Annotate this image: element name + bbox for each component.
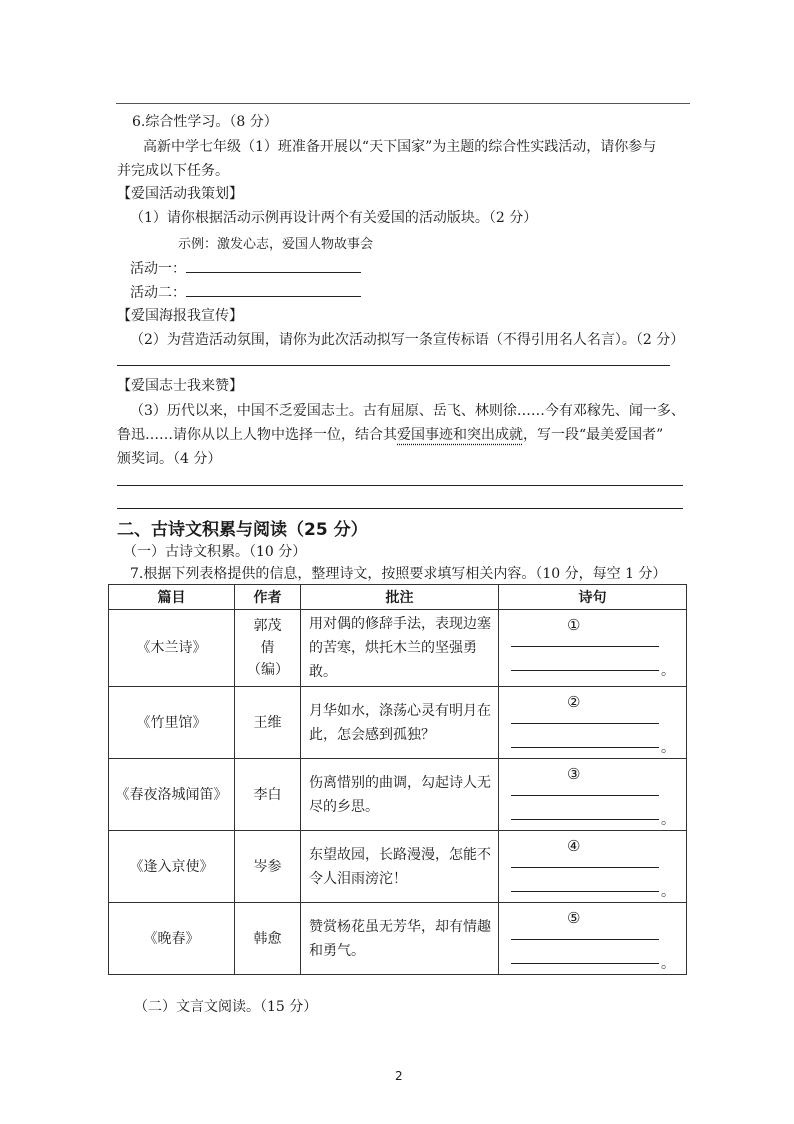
table-row <box>109 831 687 903</box>
poem-title: 《竹里馆》 <box>109 687 235 759</box>
verse-blank-1[interactable] <box>511 867 659 868</box>
activity1-label: 活动一： <box>130 261 186 277</box>
verse-cell <box>499 687 687 759</box>
part2-sub1: （一）古诗文积累。（10 分） <box>123 544 307 560</box>
table-header-row <box>109 585 687 610</box>
blank-number: ① <box>567 616 581 634</box>
task3-line3: 颁奖词。（4 分） <box>117 451 222 467</box>
part2-heading: 二、古诗文积累与阅读（25 分） <box>117 520 368 540</box>
slogan-answer-line[interactable] <box>117 365 670 366</box>
header-title: 篇目 <box>109 585 235 610</box>
section-plan-heading: 【爱国活动我策划】 <box>117 186 243 202</box>
top-rule <box>116 103 690 104</box>
header-author: 作者 <box>235 585 301 610</box>
task3-line1: （3）历代以来，中国不乏爱国志士。古有屈原、岳飞、林则徐……今有邓稼先、闻一多、 <box>130 403 685 419</box>
poem-note: 用对偶的修辞手法，表现边塞的苦寒，烘托木兰的坚强勇敢。 <box>301 610 499 687</box>
poem-title: 《晚春》 <box>109 903 235 975</box>
poem-note: 东望故园，长路漫漫，怎能不令人泪雨滂沱！ <box>301 831 499 903</box>
q6-intro-line1: 高新中学七年级（1）班准备开展以“天下国家”为主题的综合性实践活动，请你参与 <box>143 139 657 155</box>
verse-blank-1[interactable] <box>511 723 659 724</box>
activity2-label: 活动二： <box>130 285 186 301</box>
table-row <box>109 687 687 759</box>
period-mark: 。 <box>661 812 675 828</box>
header-verse: 诗句 <box>499 585 687 610</box>
verse-blank-2[interactable] <box>511 891 659 892</box>
poem-author: 韩愈 <box>235 903 301 975</box>
table-row <box>109 903 687 975</box>
q7-text: 7.根据下列表格提供的信息，整理诗文，按照要求填写相关内容。（10 分，每空 1 分） <box>130 566 667 582</box>
period-mark: 。 <box>661 956 675 972</box>
poem-title: 《春夜洛城闻笛》 <box>109 759 235 831</box>
activity-example: 示例：激发心志，爱国人物故事会 <box>178 237 374 252</box>
verse-cell <box>499 903 687 975</box>
poem-title: 《逢入京使》 <box>109 831 235 903</box>
section-poster-heading: 【爱国海报我宣传】 <box>117 308 243 324</box>
blank-number: ② <box>567 693 581 711</box>
task3-line2 <box>117 425 663 445</box>
verse-blank-2[interactable] <box>511 747 659 748</box>
task1-text: （1）请你根据活动示例再设计两个有关爱国的活动版块。（2 分） <box>130 210 538 226</box>
verse-blank-2[interactable] <box>511 963 659 964</box>
blank-number: ④ <box>567 837 581 855</box>
verse-blank-2[interactable] <box>511 670 659 671</box>
blank-number: ③ <box>567 765 581 783</box>
verse-blank-2[interactable] <box>511 819 659 820</box>
period-mark: 。 <box>661 663 675 679</box>
q6-intro-line2: 并完成以下任务。 <box>117 163 229 179</box>
task3-emphasis: 爱国事迹和突出成就 <box>397 427 523 443</box>
blank-number: ⑤ <box>567 909 581 927</box>
task3-line2-a: 鲁迅……请你从以上人物中选择一位，结合其 <box>117 427 397 443</box>
activity2-row <box>130 282 361 303</box>
poem-title: 《木兰诗》 <box>109 610 235 687</box>
part2-sub2: （二）文言文阅读。（15 分） <box>134 999 318 1015</box>
activity2-blank[interactable] <box>186 282 361 297</box>
poem-note: 月华如水，涤荡心灵有明月在此，怎会感到孤独？ <box>301 687 499 759</box>
praise-answer-line2[interactable] <box>117 508 683 509</box>
poem-note: 伤离惜别的曲调，勾起诗人无尽的乡思。 <box>301 759 499 831</box>
poem-author: 郭茂倩（编） <box>235 610 301 687</box>
poem-note: 赞赏杨花虽无芳华，却有情趣和勇气。 <box>301 903 499 975</box>
q6-title: 6.综合性学习。（8 分） <box>132 114 278 130</box>
activity1-blank[interactable] <box>186 258 361 273</box>
header-note: 批注 <box>301 585 499 610</box>
verse-cell <box>499 759 687 831</box>
poem-author: 王维 <box>235 687 301 759</box>
poem-author: 李白 <box>235 759 301 831</box>
table-row <box>109 610 687 687</box>
verse-cell <box>499 831 687 903</box>
activity1-row <box>130 258 361 279</box>
verse-blank-1[interactable] <box>511 795 659 796</box>
period-mark: 。 <box>661 740 675 756</box>
task3-line2-c: ，写一段“最美爱国者” <box>523 427 664 443</box>
section-praise-heading: 【爱国志士我来赞】 <box>117 378 243 394</box>
page-number: 2 <box>395 1069 403 1083</box>
praise-answer-line1[interactable] <box>117 485 683 486</box>
period-mark: 。 <box>661 884 675 900</box>
poem-author: 岑参 <box>235 831 301 903</box>
verse-blank-1[interactable] <box>511 939 659 940</box>
verse-blank-1[interactable] <box>511 646 659 647</box>
task2-text: （2）为营造活动氛围，请你为此次活动拟写一条宣传标语（不得引用名人名言）。（2 分） <box>130 332 685 348</box>
verse-cell <box>499 610 687 687</box>
table-row <box>109 759 687 831</box>
poem-table <box>108 584 687 975</box>
